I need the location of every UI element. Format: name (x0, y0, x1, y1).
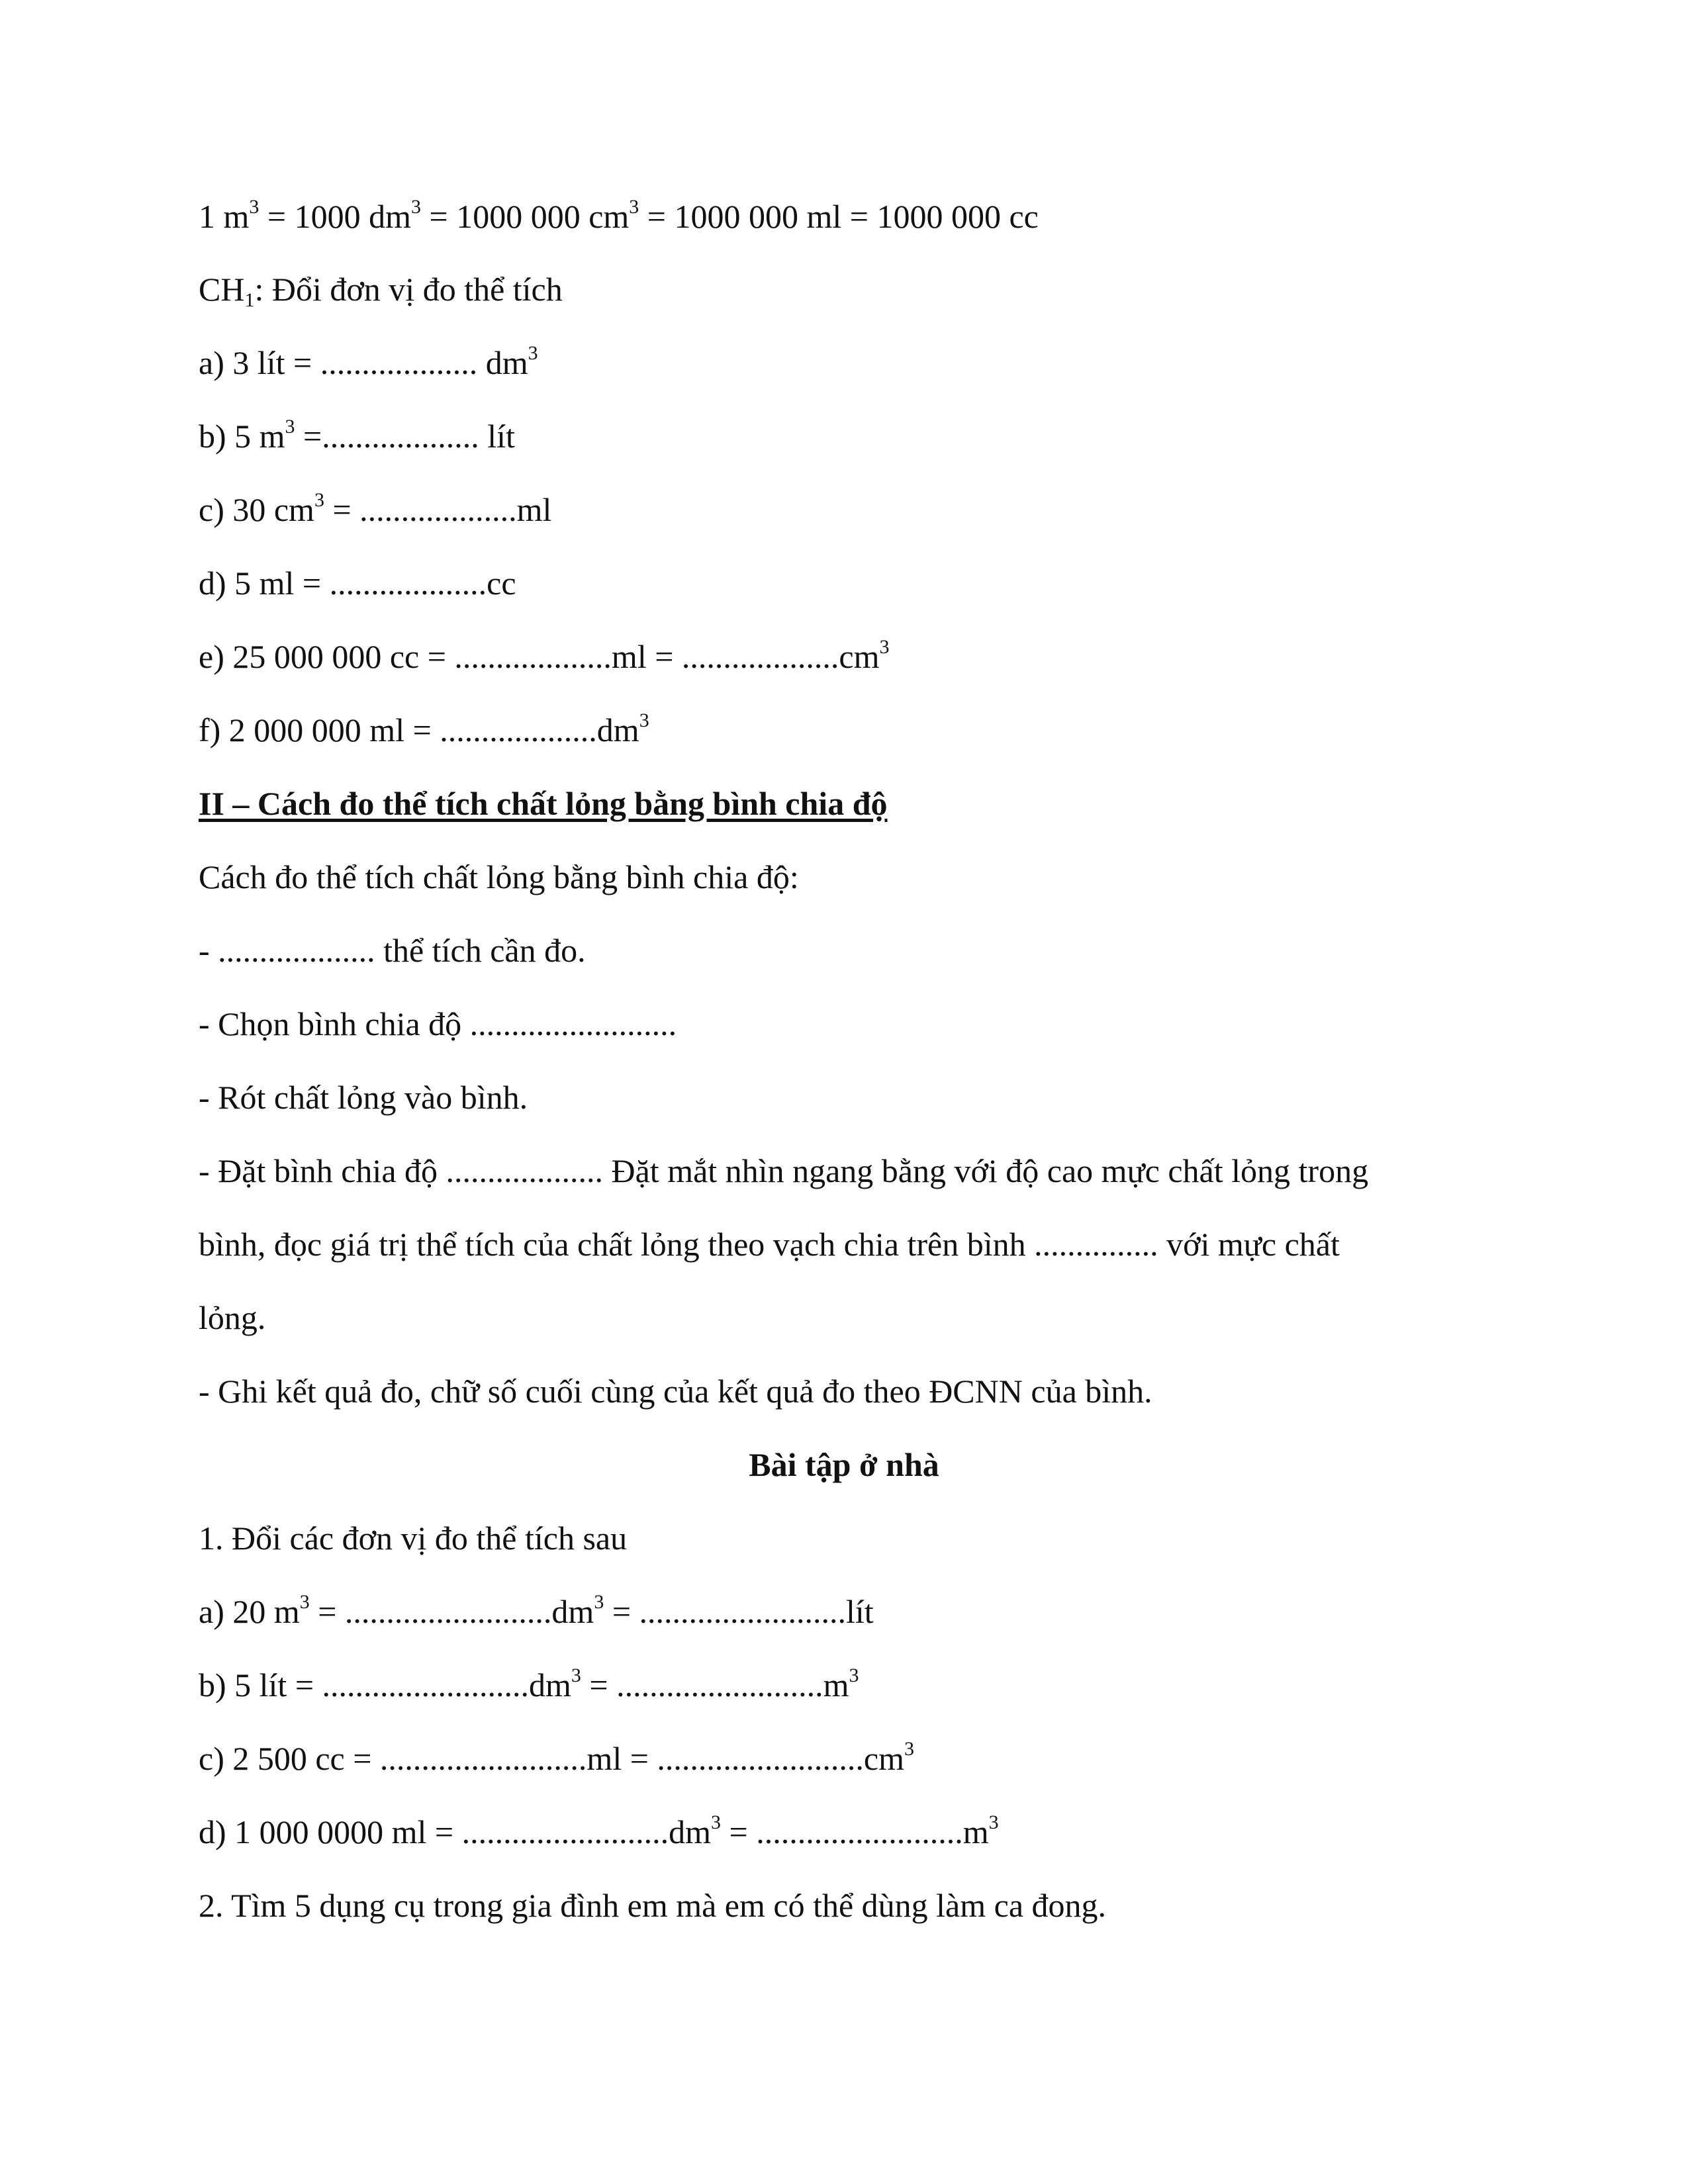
superscript: 3 (849, 1664, 859, 1686)
item-text: = .........................lít (604, 1593, 874, 1630)
subscript: 1 (244, 289, 255, 311)
item-text: a) 3 lít = ................... dm (199, 344, 528, 381)
step-2: - Chọn bình chia độ ......................... (199, 1005, 677, 1042)
superscript: 3 (904, 1737, 914, 1760)
superscript: 3 (299, 1590, 310, 1613)
conversion-line (199, 197, 1039, 236)
homework-question-2: 2. Tìm 5 dụng cụ trong gia đình em mà em có thể dùng làm ca đong. (199, 1887, 1107, 1924)
homework-question-1: 1. Đổi các đơn vị đo thể tích sau (199, 1520, 628, 1557)
step-1: - ................... thể tích cần đo. (199, 932, 586, 969)
item-text: f) 2 000 000 ml = ...................dm (199, 711, 639, 749)
ch1-item-f (199, 710, 649, 750)
item-text: e) 25 000 000 cc = ...................ml = ...................cm (199, 638, 880, 675)
ch1-item-a (199, 343, 538, 383)
item-text: c) 30 cm (199, 491, 314, 528)
ch-label: CH (199, 271, 245, 308)
superscript: 3 (528, 341, 538, 364)
conversion-part: = 1000 000 cm (421, 198, 630, 235)
item-text: c) 2 500 cc = .........................ml = .........................cm (199, 1740, 904, 1777)
conversion-part: 1 m (199, 198, 250, 235)
item-text: = .........................m (581, 1666, 849, 1704)
section-heading: II – Cách đo thể tích chất lỏng bằng bình chia độ (199, 785, 888, 822)
superscript: 3 (879, 635, 890, 658)
step-4-line-3: lỏng. (199, 1299, 266, 1336)
item-text: b) 5 lít = .........................dm (199, 1666, 571, 1704)
superscript: 3 (411, 195, 421, 218)
superscript: 3 (629, 195, 639, 218)
ch1-item-c (199, 490, 551, 529)
homework-title: Bài tập ở nhà (749, 1446, 939, 1483)
ch1-item-d (199, 563, 516, 603)
item-text: =................... lít (295, 418, 515, 455)
ch1-item-e (199, 637, 890, 676)
item-text: b) 5 m (199, 418, 285, 455)
step-4-line-2: bình, đọc giá trị thể tích của chất lỏng theo vạch chia trên bình ............... với mực chất (199, 1226, 1340, 1263)
homework-item-d (199, 1812, 999, 1852)
ch1-title-text: : Đổi đơn vị đo thể tích (254, 271, 563, 308)
step-5: - Ghi kết quả đo, chữ số cuối cùng của kết quả đo theo ĐCNN của bình. (199, 1373, 1152, 1410)
homework-item-b (199, 1665, 859, 1705)
conversion-part: = 1000 000 ml = 1000 000 cc (639, 198, 1039, 235)
superscript: 3 (594, 1590, 604, 1613)
step-3: - Rót chất lỏng vào bình. (199, 1079, 528, 1116)
superscript: 3 (249, 195, 259, 218)
superscript: 3 (988, 1811, 999, 1833)
superscript: 3 (571, 1664, 581, 1686)
homework-item-c (199, 1739, 914, 1778)
ch1-item-b (199, 416, 515, 456)
item-text: a) 20 m (199, 1593, 300, 1630)
homework-item-a (199, 1592, 874, 1631)
superscript: 3 (639, 709, 649, 731)
ch1-title (199, 269, 563, 309)
item-text: = ...................ml (324, 491, 552, 528)
step-4-line-1: - Đặt bình chia độ ................... Đặt mắt nhìn ngang bằng với độ cao mực chất lỏng trong (199, 1152, 1369, 1189)
conversion-part: = 1000 dm (259, 198, 411, 235)
superscript: 3 (711, 1811, 722, 1833)
item-text: = .........................m (721, 1813, 989, 1850)
item-text: d) 1 000 0000 ml = .........................dm (199, 1813, 712, 1850)
superscript: 3 (285, 415, 295, 437)
superscript: 3 (314, 488, 324, 511)
item-text: = .........................dm (309, 1593, 594, 1630)
section-intro: Cách đo thể tích chất lỏng bằng bình chia độ: (199, 858, 799, 895)
item-text: d) 5 ml = ...................cc (199, 565, 516, 602)
